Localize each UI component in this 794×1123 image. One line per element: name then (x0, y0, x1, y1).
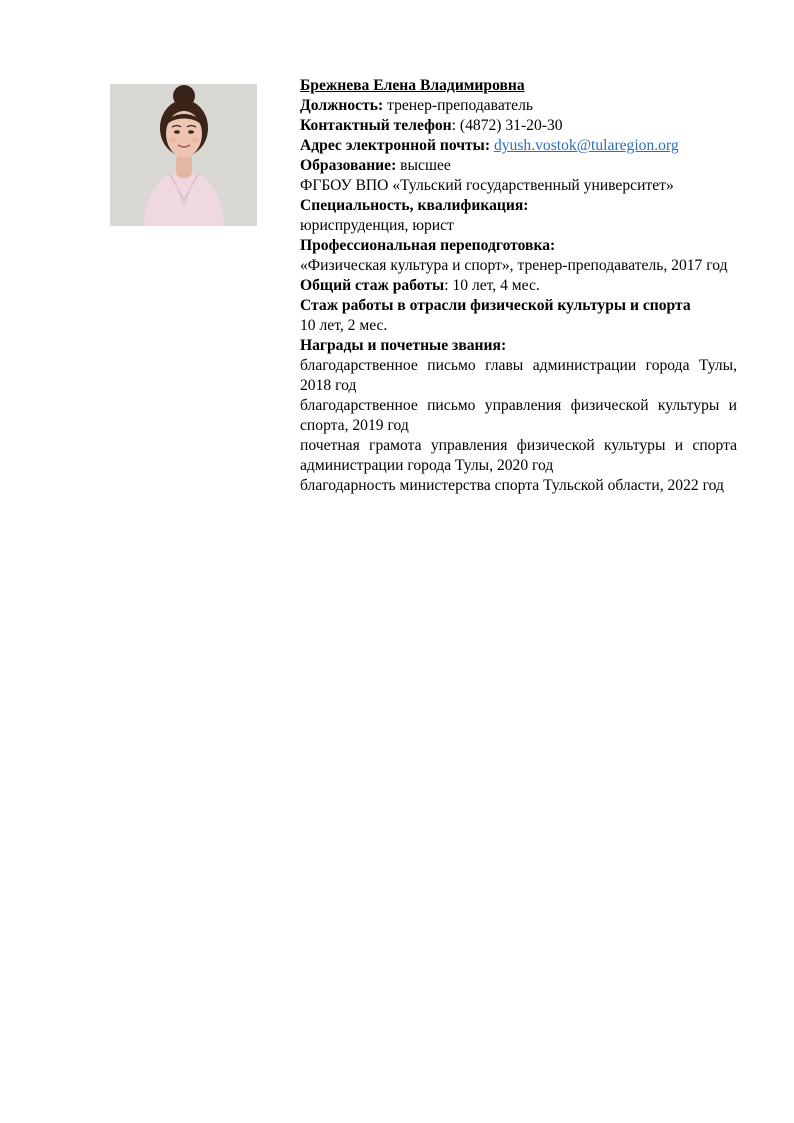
retraining-value: «Физическая культура и спорт», тренер-преподаватель, 2017 год (300, 257, 728, 274)
position-label: Должность: (300, 97, 384, 114)
total-experience-value: : 10 лет, 4 мес. (444, 277, 540, 294)
portrait-illustration (110, 84, 257, 226)
education-value: высшее (396, 157, 451, 174)
position-row (300, 96, 737, 116)
specialty-value: юриспруденция, юрист (300, 217, 454, 234)
specialty-label: Специальность, квалификация: (300, 197, 529, 214)
email-link[interactable]: dyush.vostok@tularegion.org (493, 137, 679, 154)
portrait-photo (110, 84, 257, 226)
award-item: почетная грамота управления физической культуры и спорта администрации города Тулы, 2020 год (300, 437, 737, 474)
profile-info (300, 76, 737, 496)
awards-label: Награды и почетные звания: (300, 337, 507, 354)
award-item: благодарственное письмо главы администрации города Тулы, 2018 год (300, 357, 737, 394)
phone-value: : (4872) 31-20-30 (451, 117, 563, 134)
education-row (300, 156, 737, 176)
sport-experience-value: 10 лет, 2 мес. (300, 317, 388, 334)
phone-row (300, 116, 737, 136)
total-experience-label: Общий стаж работы (300, 277, 445, 294)
phone-label: Контактный телефон (300, 117, 452, 134)
retraining-label: Профессиональная переподготовка: (300, 237, 556, 254)
position-value: тренер-преподаватель (383, 97, 533, 114)
sport-experience-label: Стаж работы в отрасли физической культуры и спорта (300, 297, 691, 314)
education-label: Образование: (300, 157, 397, 174)
award-item: благодарность министерства спорта Тульской области, 2022 год (300, 477, 724, 494)
person-name: Брежнева Елена Владимировна (300, 77, 525, 94)
email-row (300, 136, 737, 156)
award-item: благодарственное письмо управления физической культуры и спорта, 2019 год (300, 397, 737, 434)
education-institution: ФГБОУ ВПО «Тульский государственный университет» (300, 177, 674, 194)
email-label: Адрес электронной почты: (300, 137, 491, 154)
total-experience-row (300, 276, 737, 296)
